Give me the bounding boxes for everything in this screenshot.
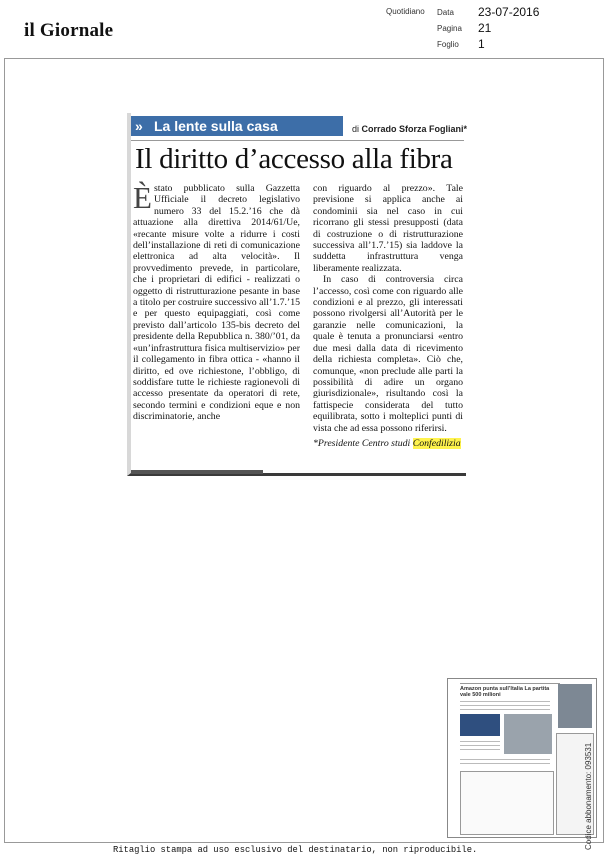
dropcap: È <box>133 180 152 215</box>
foglio-label: Foglio <box>437 40 459 49</box>
signature-highlight: Confedilizia <box>412 437 461 449</box>
divider <box>131 140 464 141</box>
section-arrow-icon: » <box>135 118 143 134</box>
data-value: 23-07-2016 <box>478 5 540 19</box>
quotidiano-label: Quotidiano <box>386 7 425 16</box>
data-label: Data <box>437 8 454 17</box>
paragraph-2: con riguardo al prezzo». Tale previsione si applica anche ai condominii sia nel caso in cui ricorrano gli stessi presupposti (data di costruzione o di ristrutturazione successiva all’1.7.’15) sia laddove la suddetta infrastruttura venga liberamente realizzata. <box>313 183 463 274</box>
thumbnail-box <box>460 714 500 736</box>
paragraph-1 <box>133 180 300 423</box>
signature-prefix: *Presidente Centro studi <box>313 437 413 449</box>
byline <box>352 124 467 134</box>
paragraph-1-text: stato pubblicato sulla Gazzetta Ufficiale il decreto legislativo numero 33 del 15.2.’16 che dà attuazione alla direttiva 2014/61/Ue, «recante misure volte a ridurre i costi dell’installazione di reti di comunicazione elettronica ad alta velocità». Il provvedimento prevede, in particolare, che i proprietari di edifici - realizzati o oggetto di ristrutturazione pesante in base a titolo per costruire successivo all’1.7.’15 e per questo equipaggiati, così come previsto dall’articolo 135-bis decreto del presidente della Repubblica n. 380/’01, da «un’infrastruttura fisica multiservizio» per il collegamento in fibra ottica - «hanno il diritto, ed ove richiestone, l’obbligo, di soddisfare tutte le richieste ragionevoli di accesso presentate da operatori di rete, secondo termini e condizioni eque e non discriminatorie, anche <box>133 183 300 423</box>
author-signature <box>313 438 463 449</box>
byline-prefix: di <box>352 124 360 134</box>
thumbnail-title: Amazon punta sull’Italia La partita vale 500 milioni <box>460 686 550 698</box>
newspaper-logo: il Giornale <box>24 20 114 41</box>
foglio-value: 1 <box>478 37 485 51</box>
pagina-value: 21 <box>478 21 492 35</box>
page-thumbnail <box>447 678 597 838</box>
article-column-2 <box>313 183 463 449</box>
footer-notice: Ritaglio stampa ad uso esclusivo del destinatario, non riproducibile. <box>113 845 478 855</box>
pagina-label: Pagina <box>437 24 462 33</box>
headline: Il diritto d’accesso alla fibra <box>135 143 453 175</box>
thumbnail-table-2 <box>460 771 554 835</box>
paragraph-3: In caso di controversia circa l’accesso, così come con riguardo alle condizioni e al prezzo, gli interessati possono rivolgersi all’Autorità per le garanzie nelle comunicazioni, la quale è tenuta a pronunciarsi «entro due mesi dalla data di ricevimento della richiesta completa». Ciò che, comunque, «non preclude alle parti la possibilità di adire un organo giurisdizionale», risultando così la fattispecie considerata del tutto equilibrata, sotto i molteplici punti di vista che ad essa possono riferirsi. <box>313 274 463 434</box>
subscription-code: Codice abbonamento: 093531 <box>584 742 593 850</box>
section-title: La lente sulla casa <box>154 118 278 134</box>
article-column-1 <box>133 180 300 423</box>
clipping-cut-bar <box>131 470 263 474</box>
byline-author: Corrado Sforza Fogliani* <box>361 124 468 134</box>
thumbnail-image <box>504 714 552 754</box>
